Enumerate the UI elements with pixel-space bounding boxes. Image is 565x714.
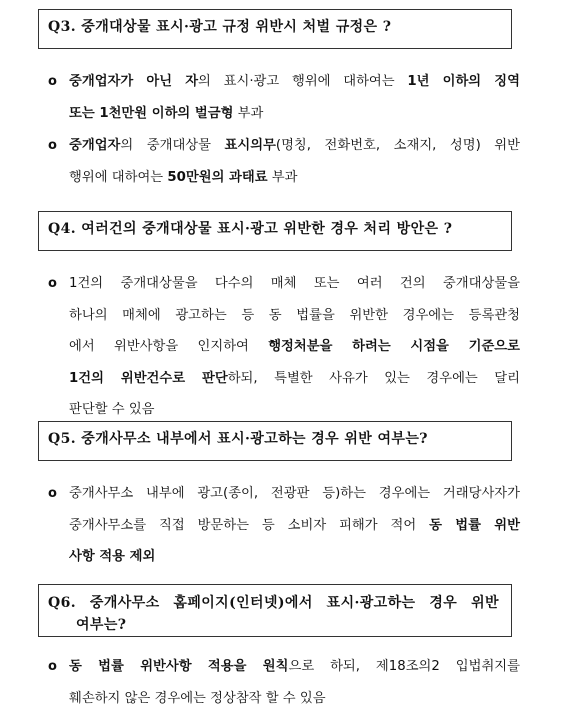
q3-title: Q3. 중개대상물 표시·광고 규정 위반시 처벌 규정은 ? — [48, 19, 391, 35]
q3-answer-1-line-2: 또는 1천만원 이하의 벌금형 부과 — [38, 98, 520, 130]
q3-answer-2-line-2: 행위에 대하여는 50만원의 과태료 부과 — [38, 162, 520, 194]
q6-title-line-1: Q6. 중개사무소 홈페이지(인터넷)에서 표시·광고하는 경우 위반 — [48, 592, 511, 614]
q3-answer-2-line-1: 중개업자의 중개대상물 표시의무(명칭, 전화번호, 소재지, 성명) 위반 — [38, 130, 520, 162]
q6-title-line-2: 여부는? — [48, 614, 511, 636]
bullet-icon: o — [48, 66, 58, 98]
bullet-icon: o — [48, 130, 58, 162]
q5-answer-1 — [38, 478, 520, 573]
bullet-icon: o — [48, 651, 58, 683]
q6-answer-1-line-1: 동 법률 위반사항 적용을 원칙으로 하되, 제18조의2 입법취지를 — [38, 651, 520, 683]
q4-answer-1-line-2: 하나의 매체에 광고하는 등 동 법률을 위반한 경우에는 등록관청 — [38, 300, 520, 332]
q6-answer-1-line-2: 훼손하지 않은 경우에는 정상참작 할 수 있음 — [38, 683, 520, 714]
q6-question-box — [38, 584, 512, 637]
bullet-icon: o — [48, 268, 58, 300]
q4-question-box — [38, 211, 512, 251]
q3-answer-1 — [38, 66, 520, 129]
bullet-icon: o — [48, 478, 58, 510]
q4-answer-1-line-4: 1건의 위반건수로 판단하되, 특별한 사유가 있는 경우에는 달리 — [38, 363, 520, 395]
q5-answer-1-line-1: 중개사무소 내부에 광고(종이, 전광판 등)하는 경우에는 거래당사자가 — [38, 478, 520, 510]
q5-answer-1-line-2: 중개사무소를 직접 방문하는 등 소비자 피해가 적어 동 법률 위반 — [38, 510, 520, 542]
q3-answer-1-line-1: 중개업자가 아닌 자의 표시·광고 행위에 대하여는 1년 이하의 징역 — [38, 66, 520, 98]
q3-answer-2 — [38, 130, 520, 193]
q4-title: Q4. 여러건의 중개대상물 표시·광고 위반한 경우 처리 방안은 ? — [48, 221, 452, 237]
q4-answer-1-line-3: 에서 위반사항을 인지하여 행정처분을 하려는 시점을 기준으로 — [38, 331, 520, 363]
q5-answer-1-line-3: 사항 적용 제외 — [38, 541, 520, 573]
q4-answer-1-line-1: 1건의 중개대상물을 다수의 매체 또는 여러 건의 중개대상물을 — [38, 268, 520, 300]
q4-answer-1 — [38, 268, 520, 426]
q4-answer-1-line-5: 판단할 수 있음 — [38, 394, 520, 426]
q3-question-box — [38, 9, 512, 49]
q5-question-box — [38, 421, 512, 461]
q5-title: Q5. 중개사무소 내부에서 표시·광고하는 경우 위반 여부는? — [48, 431, 428, 447]
q6-answer-1 — [38, 651, 520, 714]
